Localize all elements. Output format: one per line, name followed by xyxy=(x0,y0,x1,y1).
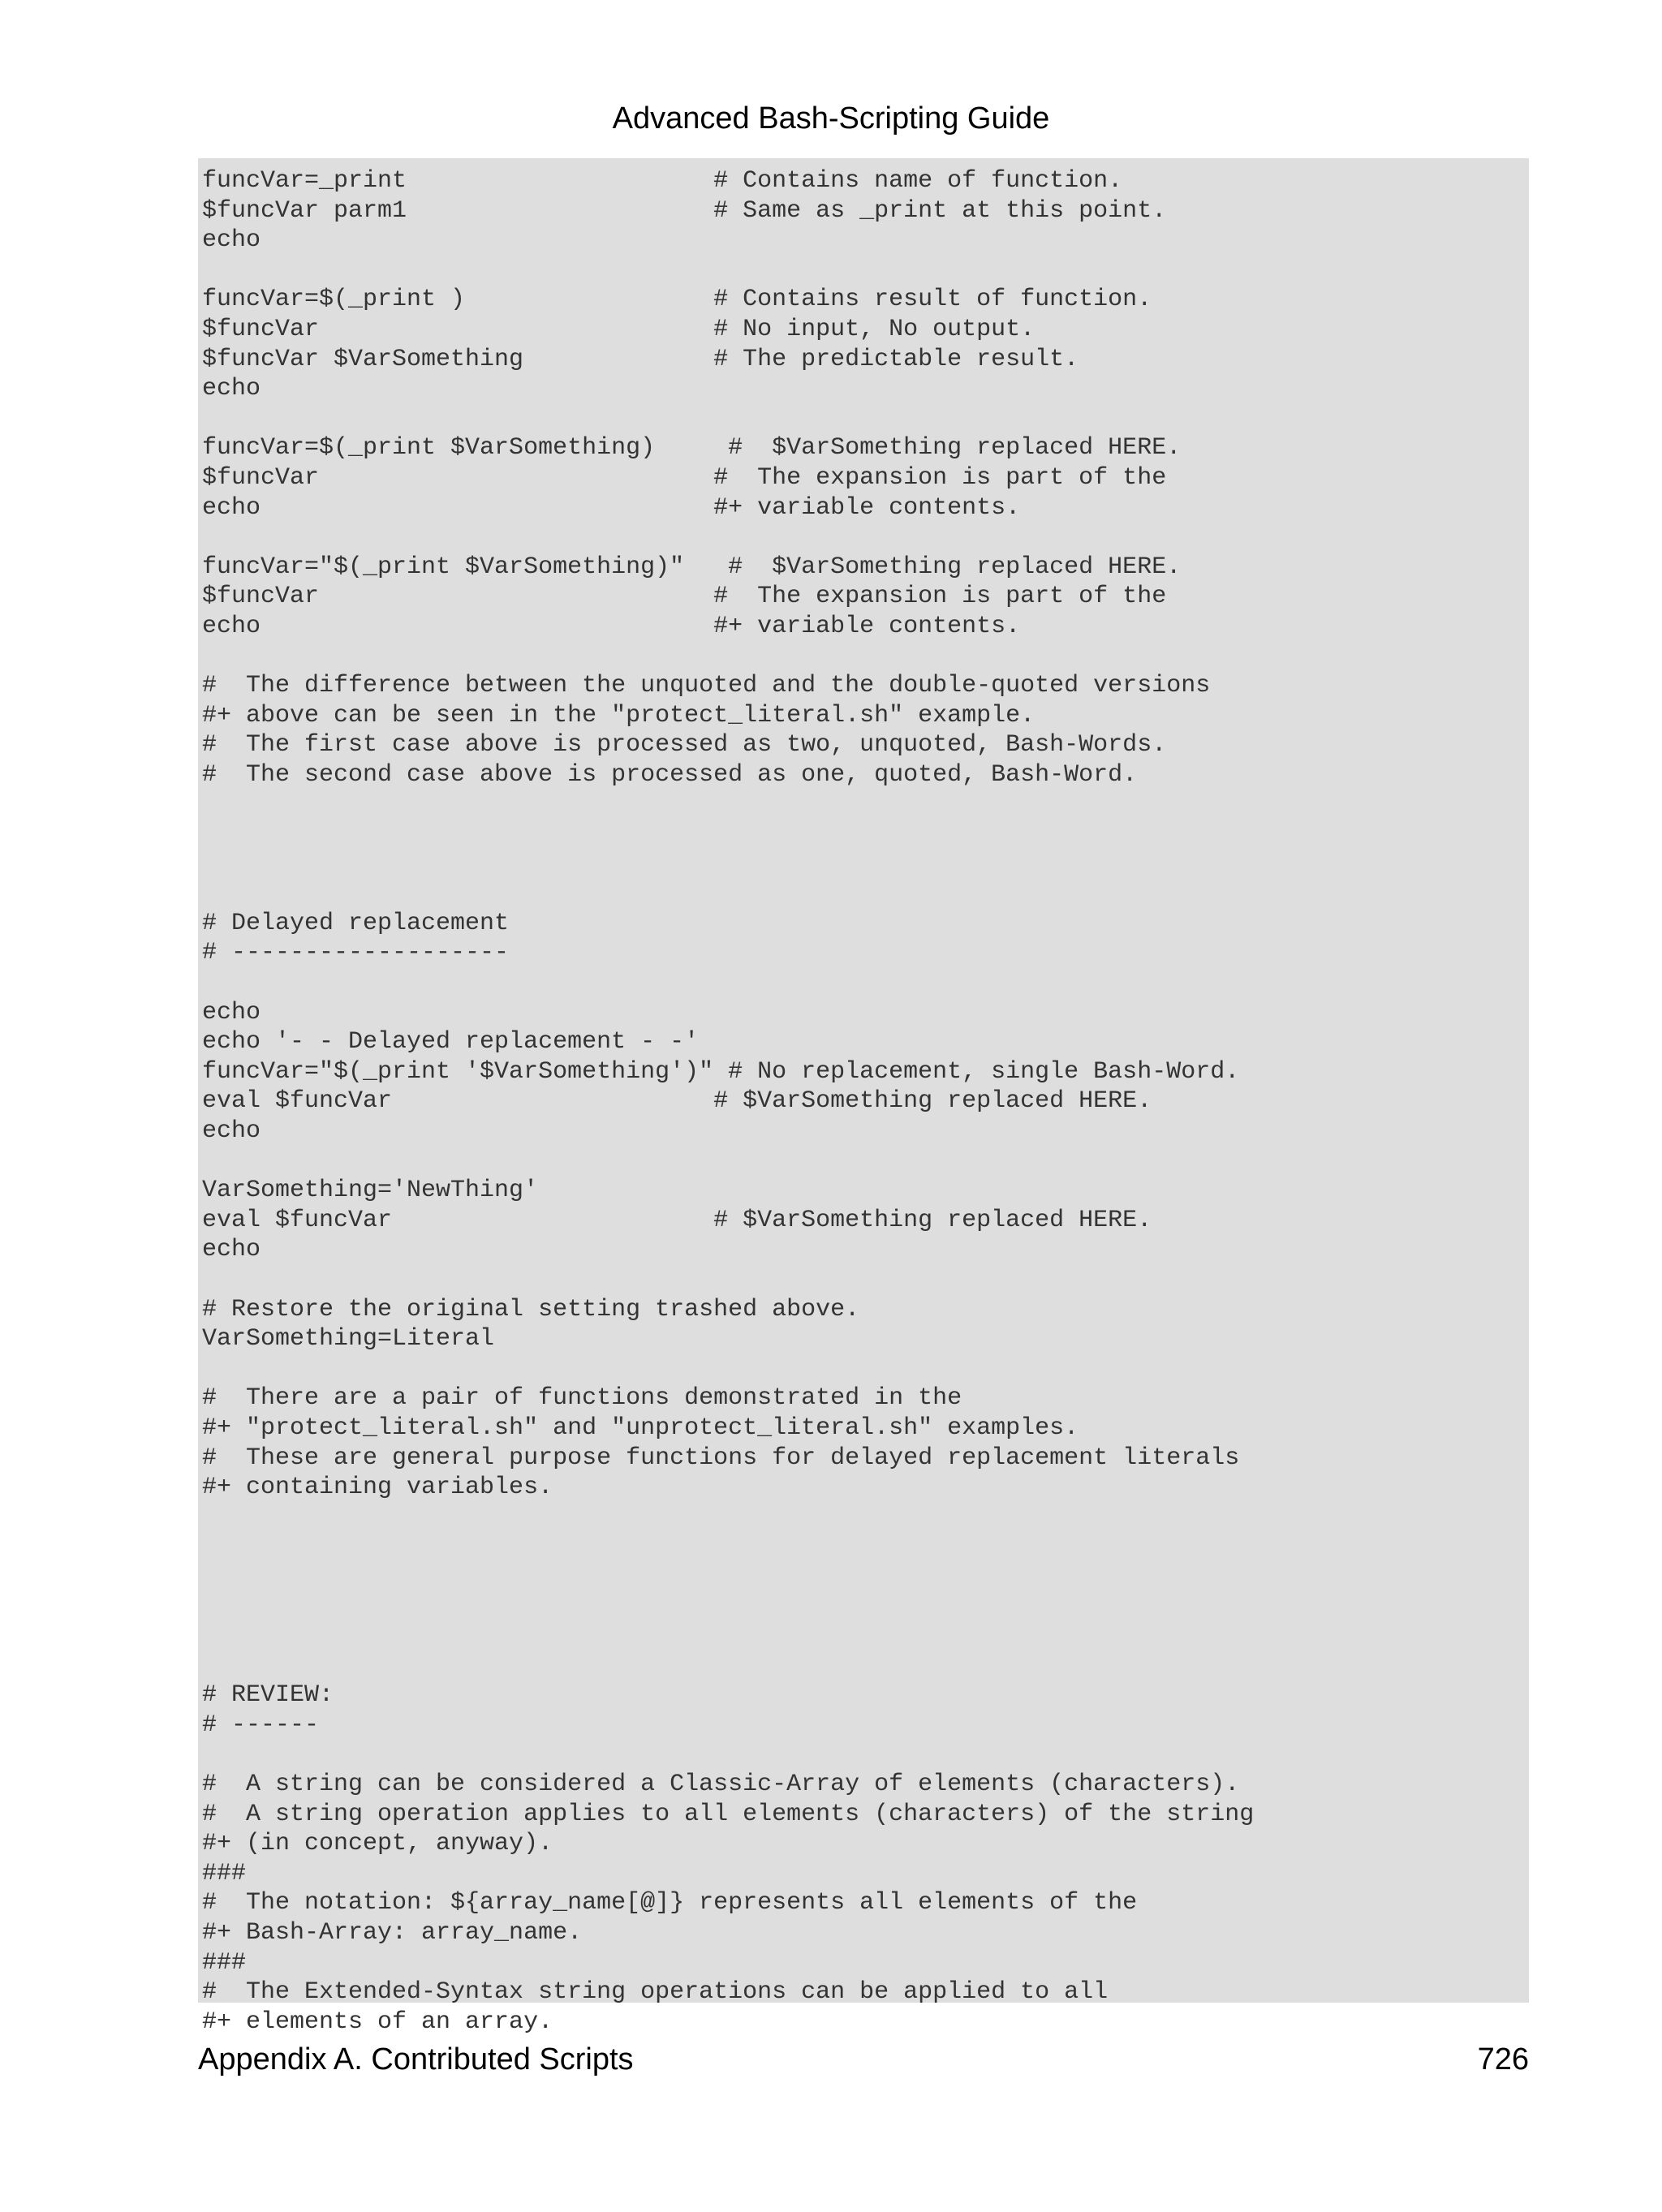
code-line: echo '- - Delayed replacement - -' xyxy=(202,1028,700,1057)
code-line: # A string operation applies to all elements (characters) of the string xyxy=(202,1800,1255,1828)
code-line: #+ elements of an array. xyxy=(202,2008,553,2036)
code-line xyxy=(202,642,1529,672)
code-line xyxy=(202,1651,1529,1681)
code-line: eval $funcVar # $VarSomething replaced HERE. xyxy=(202,1087,1152,1116)
code-line xyxy=(202,256,1529,286)
code-line: # The Extended-Syntax string operations can be applied to all xyxy=(202,1978,1109,2007)
code-line: # ------ xyxy=(202,1711,320,1739)
code-line xyxy=(202,1147,1529,1177)
code-listing xyxy=(198,158,1529,2036)
code-line: # A string can be considered a Classic-Array of elements (characters). xyxy=(202,1771,1240,1799)
code-line: echo #+ variable contents. xyxy=(202,612,1021,640)
code-line xyxy=(202,1265,1529,1295)
code-line: # Restore the original setting trashed above. xyxy=(202,1295,860,1323)
code-line: # There are a pair of functions demonstrated in the xyxy=(202,1384,962,1413)
code-line: $funcVar $VarSomething # The predictable result. xyxy=(202,345,1079,373)
code-line: funcVar=_print # Contains name of function. xyxy=(202,167,1123,195)
code-line: $funcVar # No input, No output. xyxy=(202,315,1036,343)
code-line xyxy=(202,1503,1529,1533)
code-line: # REVIEW: xyxy=(202,1681,334,1710)
code-line xyxy=(202,404,1529,434)
page-header: Advanced Bash-Scripting Guide xyxy=(612,101,1050,136)
code-line: $funcVar # The expansion is part of the xyxy=(202,463,1167,492)
code-line: # The first case above is processed as two, unquoted, Bash-Words. xyxy=(202,731,1167,760)
code-line: echo xyxy=(202,1236,261,1264)
code-line: ### xyxy=(202,1859,247,1887)
code-line xyxy=(202,1354,1529,1384)
code-line: # Delayed replacement xyxy=(202,909,510,937)
code-line: # ------------------- xyxy=(202,939,510,967)
code-line: ### xyxy=(202,1948,247,1977)
code-line xyxy=(202,790,1529,820)
code-line: #+ above can be seen in the "protect_literal.sh" example. xyxy=(202,701,1036,729)
code-line: VarSomething='NewThing' xyxy=(202,1177,539,1205)
code-line xyxy=(202,1592,1529,1622)
code-line xyxy=(202,879,1529,909)
code-line xyxy=(202,850,1529,880)
code-line: echo #+ variable contents. xyxy=(202,493,1021,522)
code-line: echo xyxy=(202,375,261,403)
code-line xyxy=(202,820,1529,850)
code-line: # These are general purpose functions for delayed replacement literals xyxy=(202,1444,1240,1472)
code-line: #+ Bash-Array: array_name. xyxy=(202,1919,583,1947)
code-line: echo xyxy=(202,998,261,1026)
code-line: funcVar="$(_print '$VarSomething')" # No replacement, single Bash-Word. xyxy=(202,1057,1240,1086)
code-line: # The notation: ${array_name[@]} represents all elements of the xyxy=(202,1889,1138,1917)
code-line xyxy=(202,1532,1529,1562)
code-line: funcVar=$(_print ) # Contains result of function. xyxy=(202,286,1152,314)
code-line: # The second case above is processed as one, quoted, Bash-Word. xyxy=(202,760,1138,789)
code-line xyxy=(202,968,1529,998)
page-footer xyxy=(198,2038,1529,2081)
code-line: #+ (in concept, anyway). xyxy=(202,1830,553,1858)
code-line: eval $funcVar # $VarSomething replaced HERE. xyxy=(202,1206,1152,1234)
code-line: $funcVar parm1 # Same as _print at this point. xyxy=(202,196,1167,225)
code-line xyxy=(202,523,1529,553)
code-line: #+ "protect_literal.sh" and "unprotect_literal.sh" examples. xyxy=(202,1414,1079,1442)
code-line: $funcVar # The expansion is part of the xyxy=(202,583,1167,611)
footer-section-title: Appendix A. Contributed Scripts xyxy=(198,2042,634,2076)
code-line xyxy=(202,1621,1529,1651)
code-line xyxy=(202,1740,1529,1770)
code-line: echo xyxy=(202,1117,261,1145)
page-number: 726 xyxy=(1477,2042,1529,2076)
code-line: VarSomething=Literal xyxy=(202,1325,495,1353)
code-line xyxy=(202,1562,1529,1592)
code-line: funcVar=$(_print $VarSomething) # $VarSomething replaced HERE. xyxy=(202,434,1182,463)
code-line: #+ containing variables. xyxy=(202,1474,553,1502)
code-line: echo xyxy=(202,226,261,255)
code-line: funcVar="$(_print $VarSomething)" # $VarSomething replaced HERE. xyxy=(202,553,1182,581)
code-line: # The difference between the unquoted and the double-quoted versions xyxy=(202,672,1211,700)
